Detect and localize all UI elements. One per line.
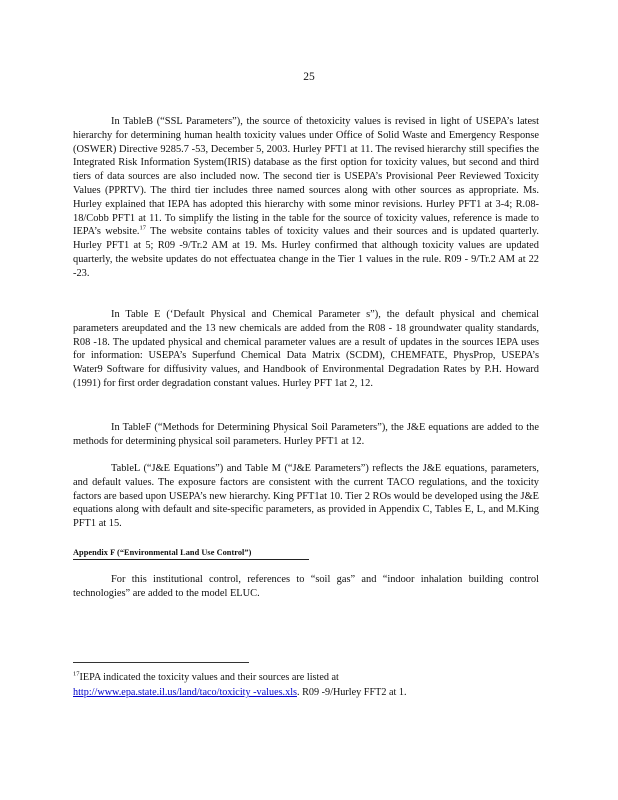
paragraph-table-f: In TableF (“Methods for Determining Physical Soil Parameters”), the J&E equations are added to the methods for determining physical soil parameters. Hurley PFT1 at 12. <box>73 422 539 447</box>
section-heading-underline <box>73 559 309 560</box>
footnote-citation: . R09 -9/Hurley FFT2 at 1. <box>297 687 407 698</box>
paragraph-text-continued: The website contains tables of toxicity values and their sources and is updated quarterly. Hurley PFT1 at 5; R09 -9/Tr.2 AM at 19. Ms. Hurley confirmed that although toxicity values are updated quarterly, the website updates do not effectuatea change in the Tier 1 values in the rule. R09 - 9/Tr.2 AM at 22 -23. <box>73 226 539 279</box>
page-number: 25 <box>303 71 315 83</box>
paragraph-text: In TableB (“SSL Parameters”), the source of thetoxicity values is revised in light of USEPA’s latest hierarchy for determining human health toxicity values under Office of Solid Waste and Emergency Response (OSWER) Directive 9285.7 -53, December 5, 2003. Hurley PFT1 at 11. The revised hierarchy still specifies the Integrated Risk Information System(IRIS) database as the first option for toxicity values, but second and third tiers of data sources are also included now. The second tier is USEPA’s Provisional Peer Reviewed Toxicity Values (PPRTV). The third tier includes three named sources along with other sources as appropriate. Ms. Hurley explained that IEPA has adopted this hierarchy with some minor revisions. Hurley PFT1 at 3-4; R.08-18/Cobb PFT1 at 11. To simplify the listing in the table for the source of toxicity values, reference is made to IEPA’s website. <box>73 116 539 238</box>
footnote-url-link[interactable]: http://www.epa.state.il.us/land/taco/toxicity -values.xls <box>73 687 297 698</box>
paragraph-eluc: For this institutional control, references to “soil gas” and “indoor inhalation building control technologies” are added to the model ELUC. <box>73 574 539 599</box>
footnote <box>73 670 543 700</box>
section-heading-appendix-f: Appendix F (“Environmental Land Use Control”) <box>73 548 252 557</box>
paragraph-table-b <box>73 115 539 281</box>
footnote-text: IEPA indicated the toxicity values and their sources are listed at <box>79 672 339 683</box>
footnote-divider <box>73 662 249 663</box>
footnote-reference[interactable]: 17 <box>139 224 147 232</box>
paragraph-table-e: In Table E (‘Default Physical and Chemical Parameter s”), the default physical and chemical parameters areupdated and the 13 new chemicals are added from the R08 - 18 groundwater quality standards, R08 -18. The updated physical and chemical parameter values are a result of updates in the sources IEPA uses for information: USEPA’s Superfund Chemical Data Matrix (SCDM), CHEMFATE, PhysProp, USEPA’s Water9 Software for diffusivity values, and Handbook of Environmental Degradation Rates by P.H. Howard (1991) for first order degradation constant values. Hurley PFT 1at 2, 12. <box>73 309 539 389</box>
paragraph-table-l-m: TableL (“J&E Equations”) and Table M (“J&E Parameters”) reflects the J&E equations, parameters, and default values. The exposure factors are consistent with the current TACO regulations, and the toxicity factors are based upon USEPA’s new hierarchy. King PFT1at 10. Tier 2 ROs would be developed using the J&E equations along with default and site-specific parameters, as provided in Appendix C, Tables E, L, and M.King PFT1 at 15. <box>73 463 539 530</box>
footnote-number: 17 <box>73 670 80 678</box>
